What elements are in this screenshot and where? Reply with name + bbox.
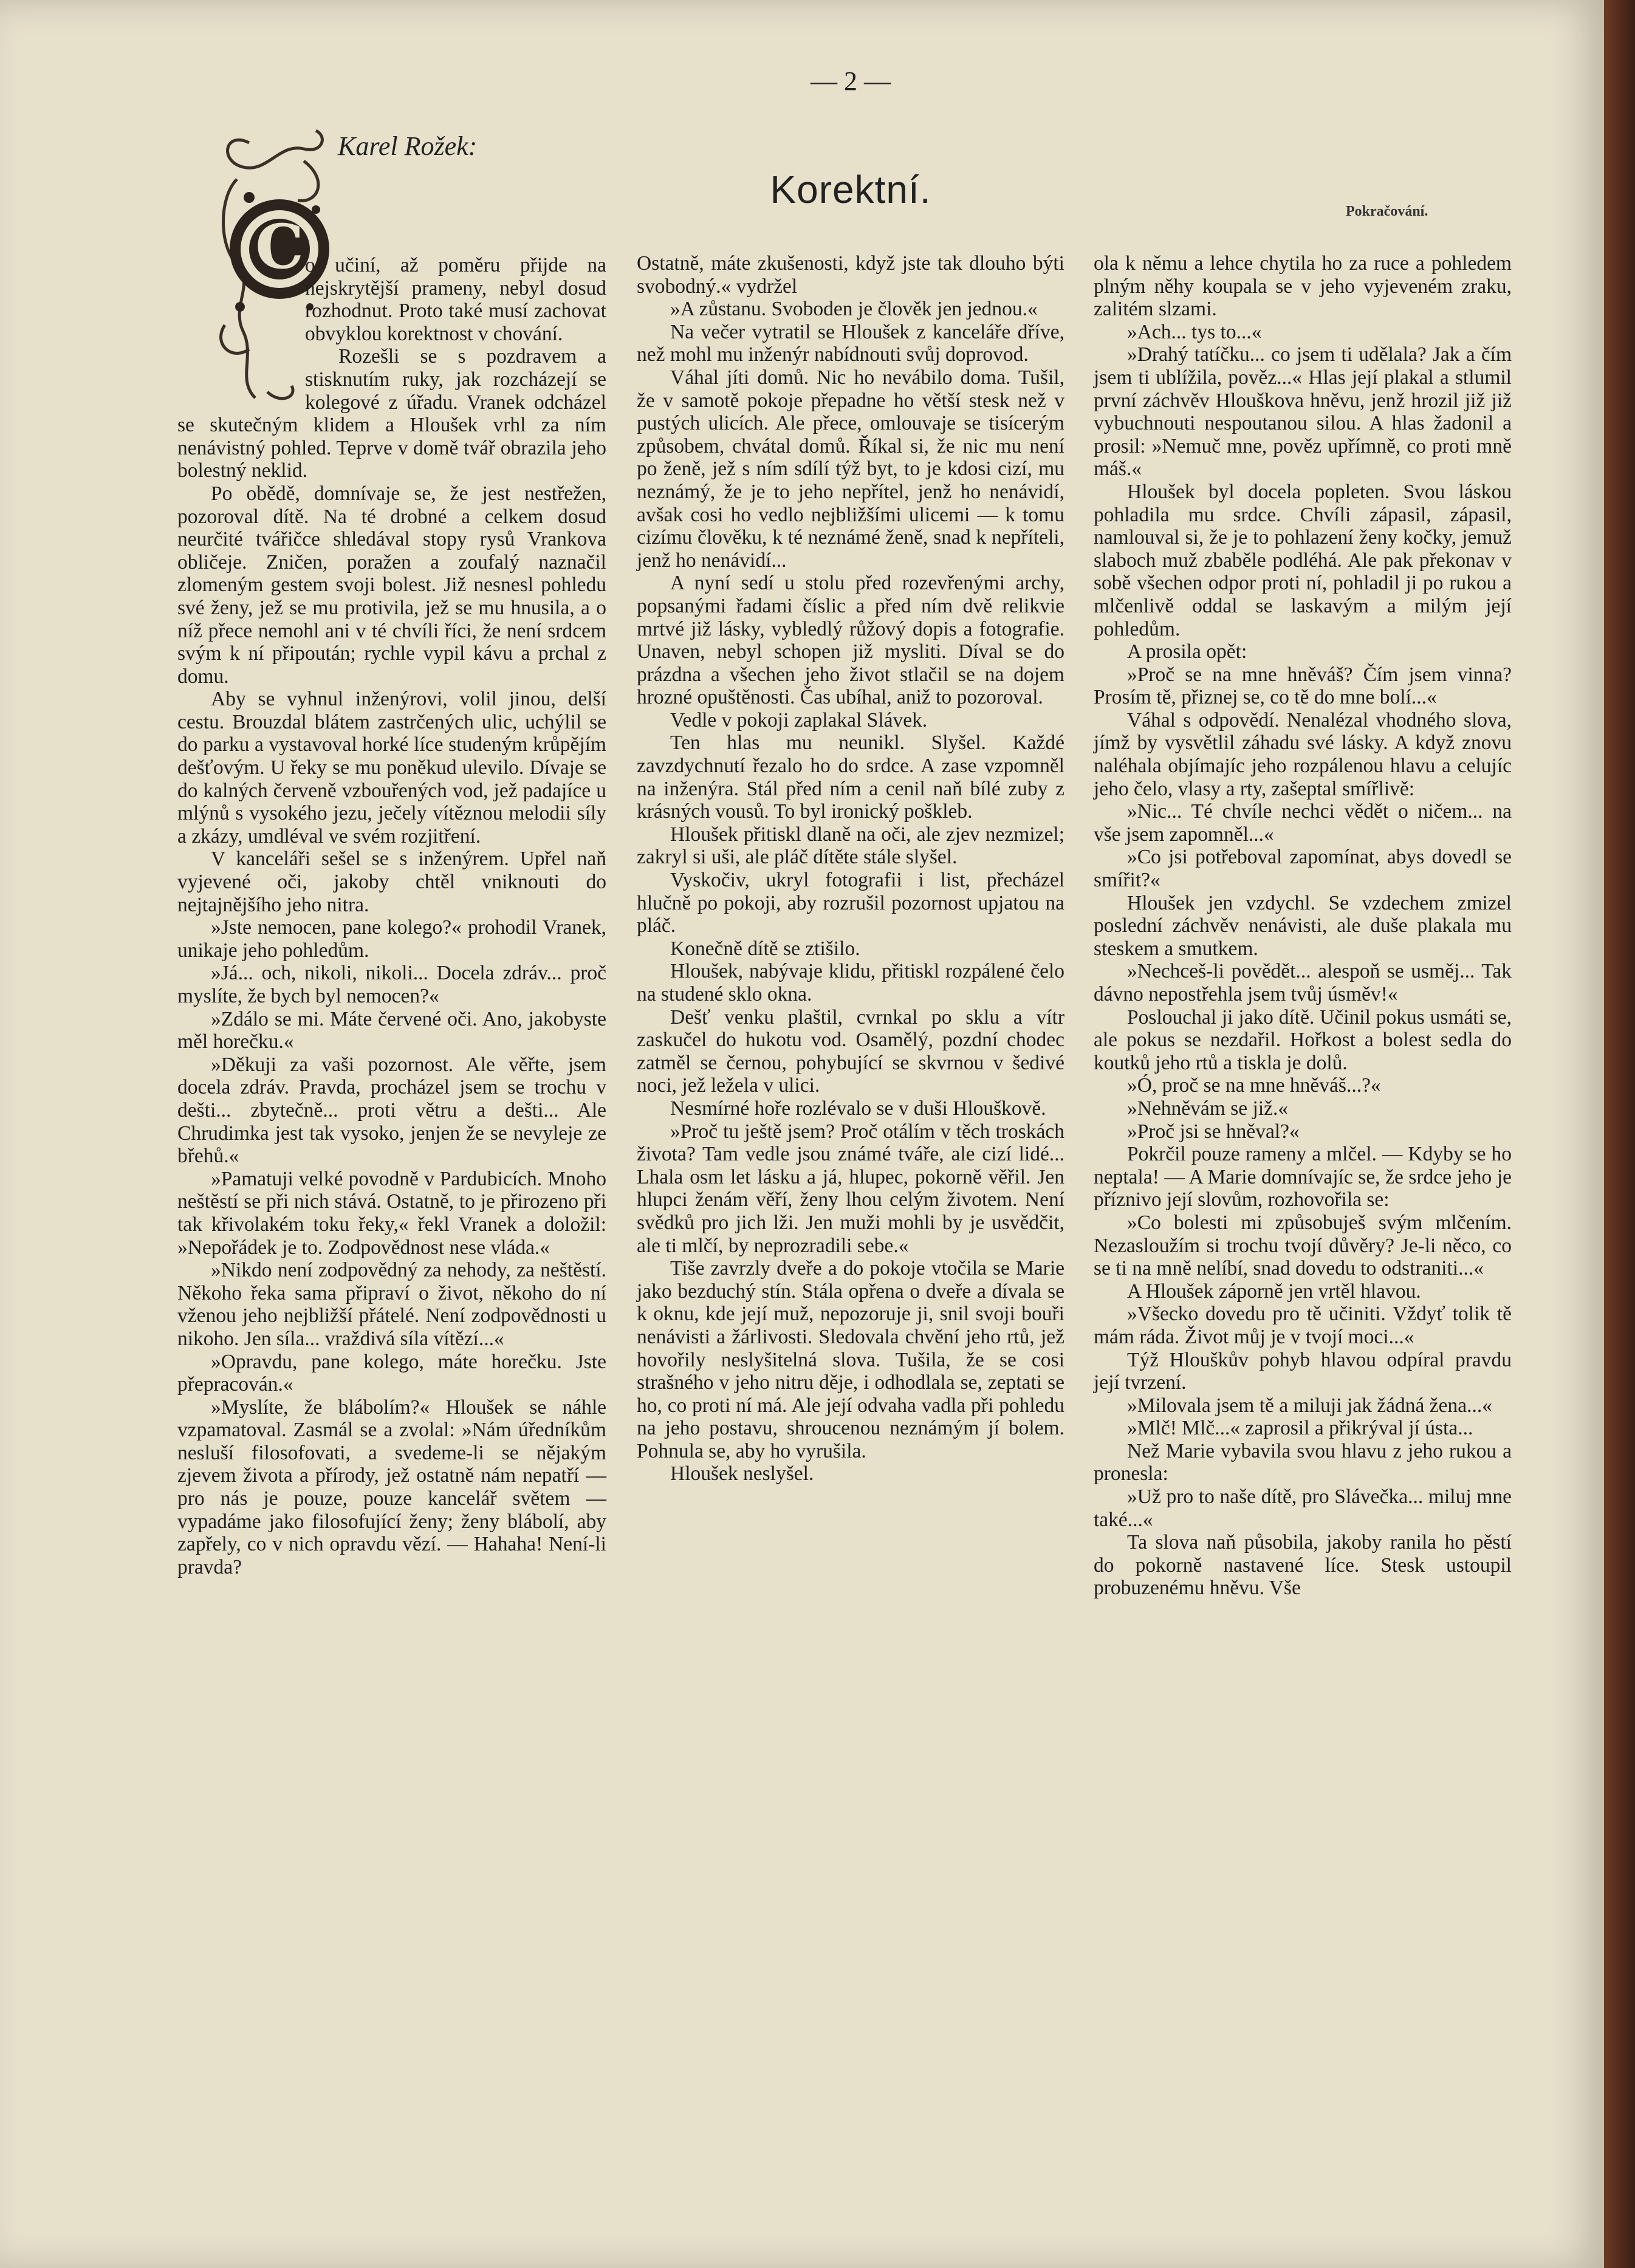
paragraph: Hloušek neslyšel.	[670, 1462, 814, 1485]
paragraph: Rozešli se s pozdravem a stisknutím ruky, jak rozcházejí se kolegové z úřadu. Vranek odcházel se skutečným klidem a Hloušek vrhl za ním nenávistný pohled. Teprve v domě tvář obrazila jeho bolestný neklid.	[177, 345, 606, 482]
paragraph: A prosila opět:	[1127, 640, 1247, 663]
paragraph: »Myslíte, že blábolím?« Hloušek se náhle vzpamatoval. Zasmál se a zvolal: »Nám úředníkům nesluší filosofovati, a svedeme-li se nějakým zjevem života a přírody, jež ostatně nám nepatří — pro nás je pouze, pouze kancelář světem — vypadáme jako filosofující ženy; ženy blábolí, aby zapřely, co v nich opravdu vězí. — Hahaha! Není-li pravda?	[177, 1396, 606, 1578]
paragraph: o učiní, až poměru přijde na nejskrytější prameny, nebyl dosud rozhodnut. Proto také musí zachovat obvyklou korektnost v chování.	[305, 254, 606, 345]
paragraph: Hloušek byl docela popleten. Svou láskou pohladila mu srdce. Chvíli zápasil, zápasil, namlouval si, že je to pohlazení ženy kočky, jemuž slaboch muž zbaběle podléhá. Ale pak překonav v sobě všechen odpor proti ní, pohladil ji po rukou a mlčenlivě oddal se laskavým a milým její pohledům.	[1094, 480, 1512, 640]
paragraph: Poslouchal ji jako dítě. Učinil pokus usmáti se, ale pokus se nezdařil. Hořkost a bolest sedla do koutků jeho rtů a tiskla je dolů.	[1094, 1006, 1512, 1074]
paragraph: Aby se vyhnul inženýrovi, volil jinou, delší cestu. Brouzdal blátem zastrčených ulic, uchýlil se do parku a vystavoval horké líce studeným krůpějím dešťovým. U řeky se mu poněkud ulevilo. Dívaje se do kalných červeně vzbouřených vod, jež padajíce u mlýnů s vysokého jezu, ječely vítěznou melodii síly a zkázy, umdléval ve svém rozjitření.	[177, 688, 606, 848]
paragraph: »Pamatuji velké povodně v Pardubicích. Mnoho neštěstí se při nich stává. Ostatně, to je přirozeno při tak křivolakém toku řeky,« řekl Vranek a doložil: »Nepořádek je to. Zodpovědnost nese vláda.«	[177, 1167, 606, 1259]
paragraph: Hloušek, nabývaje klidu, přitiskl rozpálené čelo na studené sklo okna.	[637, 960, 1064, 1006]
paragraph: Nesmírné hoře rozlévalo se v duši Hlouškově.	[670, 1097, 1046, 1120]
paragraph: »Už pro to naše dítě, pro Slávečka... miluj mne také...«	[1094, 1485, 1512, 1531]
paragraph: »Co bolesti mi způsobuješ svým mlčením. Nezasloužím si trochu tvojí důvěry? Je-li něco, co se ti na mně nelíbí, snad dovedu to odstraniti...«	[1094, 1211, 1512, 1280]
paragraph: »Drahý tatíčku... co jsem ti udělala? Jak a čím jsem ti ublížila, pověz...« Hlas její plakal a stlumil první záchvěv Hlouškova hněvu, jenž hrozil již již vybuchnouti nespoutanou silou. A hlas žadonil a prosil: »Nemuč mne, pověz upřímně, co proti mně máš.«	[1094, 343, 1512, 481]
text-column-3	[1094, 252, 1512, 1600]
article-title: Korektní.	[770, 168, 931, 211]
paragraph: »Proč se na mne hněváš? Čím jsem vinna? Prosím tě, přiznej se, co tě do mne bolí...«	[1094, 663, 1512, 709]
paragraph: Váhal s odpovědí. Nenalézal vhodného slova, jímž by vysvětlil záhadu své lásky. A když znovu naléhala objímajíc jeho rozpálenou hlavu a celujíc jeho čelo, vlasy a rty, zašeptal smířlivě:	[1094, 708, 1512, 800]
paragraph: Pokrčil pouze rameny a mlčel. — Kdyby se ho neptala! — A Marie domnívajíc se, že srdce jeho je příznivo její slovům, rozhovořila se:	[1094, 1143, 1512, 1211]
paragraph: A nyní sedí u stolu před rozevřenými archy, popsanými řadami číslic a před ním dvě relikvie mrtvé již lásky, vybledlý růžový dopis a fotografie. Unaven, nebyl schopen již mysliti. Díval se do prázdna a všechen jeho život stlačil se na dojem hrozné opuštěnosti. Čas ubíhal, aniž to pozoroval.	[637, 572, 1064, 709]
paragraph: Ostatně, máte zkušenosti, když jste tak dlouho býti svobodný.« vydržel	[637, 252, 1064, 298]
paragraph: Po obědě, domnívaje se, že jest nestřežen, pozoroval dítě. Na té drobné a celkem dosud neurčité tvářičce shledával stopy rysů Vrankova obličeje. Zničen, poražen a zoufalý naznačil zlomeným gestem svoji bolest. Již nesnesl pohledu své ženy, jež se mu protivila, jež se mu hnusila, a o níž přece nemohl ani v té chvíli říci, že není srdcem svým k ní připoután; rychle vypil kávu a prchal z domu.	[177, 482, 606, 688]
paragraph: Vyskočiv, ukryl fotografii i list, přecházel hlučně po pokoji, aby rozrušil pozornost upjatou na pláč.	[637, 869, 1064, 937]
paragraph: »Proč jsi se hněval?«	[1127, 1120, 1300, 1143]
paragraph: »Nehněvám se již.«	[1127, 1097, 1289, 1120]
paragraph: A Hloušek záporně jen vrtěl hlavou.	[1127, 1280, 1421, 1303]
paragraph: Hloušek jen vzdychl. Se vzdechem zmizel poslední záchvěv nenávisti, ale duše plakala mu steskem a smutkem.	[1094, 891, 1512, 960]
paragraph: »Ach... tys to...«	[1127, 320, 1262, 343]
paragraph: Ten hlas mu neunikl. Slyšel. Každé zavzdychnutí řezalo ho do srdce. A zase vzpomněl na inženýra. Stál před ním a cenil naň bílé zuby z krásných vousů. To byl ironický pošklеb.	[637, 731, 1064, 823]
paragraph: Ta slova naň působila, jakoby ranila ho pěstí do pokorně nastavené líce. Stesk ustoupil probuzenému hněvu. Vše	[1094, 1531, 1512, 1600]
paragraph: Než Marie vybavila svou hlavu z jeho rukou a pronesla:	[1094, 1439, 1512, 1485]
paragraph: »Nechceš-li povědět... alespoň se usměj... Tak dávno nepostřehla jsem tvůj úsměv!«	[1094, 960, 1512, 1006]
author-name: Karel Rožek:	[338, 131, 478, 161]
book-spine	[1604, 0, 1635, 2268]
paragraph: Hloušek přitiskl dlaně na oči, ale zjev nezmizel; zakryl si uši, ale pláč dítěte stále slyšel.	[637, 823, 1064, 869]
paragraph: »Opravdu, pane kolego, máte horečku. Jste přepracován.«	[177, 1350, 606, 1396]
paragraph: V kanceláři sešel se s inženýrem. Upřel naň vyjevené oči, jakoby chtěl vniknouti do nejtajnějšího jeho nitra.	[177, 848, 606, 916]
paragraph: ola k němu a lehce chytila ho za ruce a pohledem plným něhy koupala se v jeho vyjeveném zraku, zalitém slzami.	[1094, 252, 1512, 321]
paragraph: Týž Hlouškův pohyb hlavou odpíral pravdu její tvrzení.	[1094, 1348, 1512, 1394]
paragraph: Konečně dítě se ztišilo.	[670, 937, 860, 960]
paragraph: »Nikdo není zodpovědný za nehody, za neštěstí. Někoho řeka sama připraví o život, někoho do ní vženou jeho nejbližší přátelé. Není zodpovědnosti u nikoho. Jen síla... vraždivá síla vítězí...«	[177, 1259, 606, 1350]
paragraph: »Milovala jsem tě a miluji jak žádná žena...«	[1127, 1394, 1492, 1417]
paragraph: »A zůstanu. Svoboden je člověk jen jednou.«	[670, 298, 1038, 321]
paragraph: Na večer vytratil se Hloušek z kanceláře dříve, než mohl mu inženýr nabídnouti svůj doprovod.	[637, 320, 1064, 366]
text-column-1	[177, 254, 606, 1578]
paragraph: »Jste nemocen, pane kolego?« prohodil Vranek, unikaje jeho pohledům.	[177, 916, 606, 962]
paragraph: »Děkuji za vaši pozornost. Ale věřte, jsem docela zdráv. Pravda, procházel jsem se trochu v dešti... zbytečně... proti větru a dešti... Ale Chrudimka jest tak vysoko, jenjen že se nevyleje ze břehů.«	[177, 1053, 606, 1168]
paragraph: »Já... och, nikoli, nikoli... Docela zdráv... proč myslíte, že bych byl nemocen?«	[177, 962, 606, 1007]
paragraph: »Nic... Té chvíle nechci vědět o ničem... na vše jsem zapomněl...«	[1094, 800, 1512, 846]
paragraph: »Zdálo se mi. Máte červené oči. Ano, jakobyste měl horečku.«	[177, 1007, 606, 1053]
paragraph: »Mlč! Mlč...« zaprosil a přikrýval jí ústa...	[1127, 1417, 1473, 1440]
paragraph: »Všecko dovedu pro tě učiniti. Vždyť tolik tě mám ráda. Život můj je v tvojí moci...«	[1094, 1303, 1512, 1348]
paragraph: »Co jsi potřeboval zapomínat, abys dovedl se smířit?«	[1094, 846, 1512, 892]
paragraph: Váhal jíti domů. Nic ho nevábilo doma. Tušil, že v samotě pokoje přepadne ho větší stesk než v pustých ulicích. Ale přece, omlouvaje se tisícerým způsobem, chvátal domů. Říkal si, že nic mu není po ženě, jež s ním sdílí týž byt, to je kdosi cizí, mu neznámý, že je to jeho nepřítel, jenž ho nenávidí, avšak cosi ho vedlo nejbližšími ulicemi — k tomu cizímu člověku, k té neznámé ženě, snad k nepříteli, jenž ho nenávidí...	[637, 366, 1064, 572]
continued-label: Pokračování.	[1346, 204, 1428, 219]
paragraph: Vedle v pokoji zaplakal Slávek.	[670, 708, 928, 731]
paragraph: »Proč tu ještě jsem? Proč otálím v těch troskách života? Tam vedle jsou známé tváře, ale cizí lidé... Lhala osm let lásku a já, hlupec, pokorně věřil. Jen hlupci ženám věří, ženy lhou celým životem. Není svědků pro jich lži. Jen muži mohli by je usvědčit, ale ti mlčí, by neprozradili sebe.«	[637, 1120, 1064, 1257]
page-number: — 2 —	[811, 66, 891, 96]
drop-cap-letter: C	[255, 211, 304, 283]
paragraph: Dešť venku plaštil, cvrnkal po sklu a vítr zaskučel do hukotu vod. Osamělý, pozdní chodec zatměl se černou, pohybující se skvrnou v šedivé noci, jež ležela v ulici.	[637, 1006, 1064, 1097]
paragraph: »Ó, proč se na mne hněváš...?«	[1127, 1074, 1381, 1097]
paragraph: Tiše zavrzly dveře a do pokoje vtočila se Marie jako bezduchý stín. Stála opřena o dveře a dívala se k oknu, kde její muž, nepozoruje ji, snil svoji bouři nenávisti a žárlivosti. Sledovala chvění jeho rtů, jež hovořily neslyšitelná slova. Tušila, že se cosi strašného v jeho nitru děje, i odhodlala se, zeptati se ho, co proti ní má. Ale její odvaha vadla při pohledu na jeho postavu, shroucenou neznámým jí bolem. Pohnula se, aby ho vyrušila.	[637, 1257, 1064, 1462]
text-column-2	[637, 252, 1064, 1485]
